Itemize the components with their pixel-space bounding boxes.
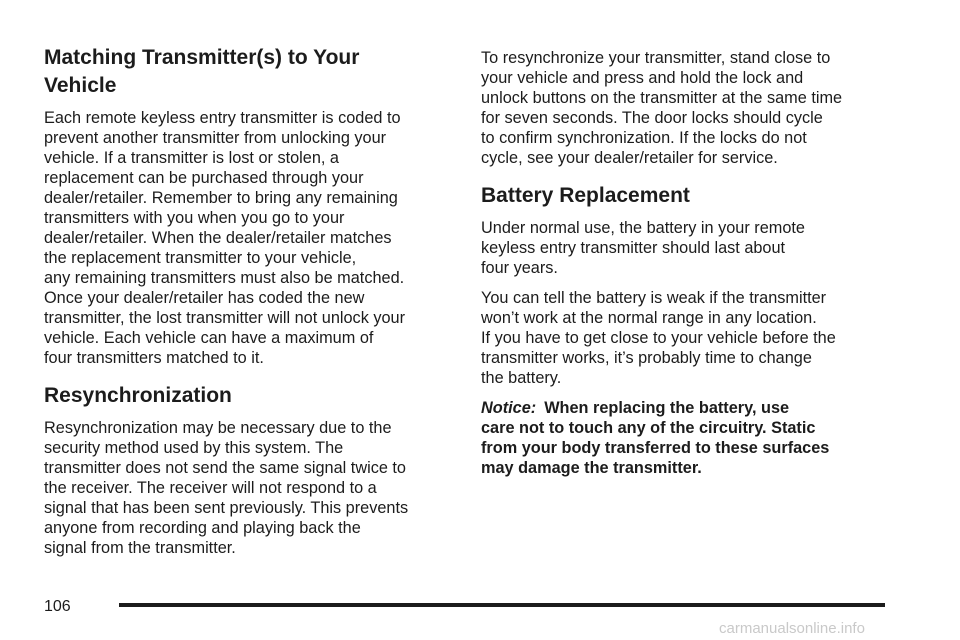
text-line: If you have to get close to your vehicle before the bbox=[481, 329, 836, 347]
text-line: Resynchronization may be necessary due to the bbox=[44, 419, 392, 437]
text-line: four transmitters matched to it. bbox=[44, 349, 264, 367]
text-line: signal from the transmitter. bbox=[44, 539, 236, 557]
notice-paragraph bbox=[481, 398, 901, 478]
weak-battery-paragraph bbox=[481, 288, 901, 388]
text-line: Under normal use, the battery in your remote bbox=[481, 219, 805, 237]
text-line: won’t work at the normal range in any location. bbox=[481, 309, 817, 327]
notice-first-line bbox=[481, 398, 901, 418]
text-line: signal that has been sent previously. This prevents bbox=[44, 499, 409, 517]
text-line: transmitters with you when you go to your bbox=[44, 209, 345, 227]
battery-life-paragraph bbox=[481, 218, 901, 278]
text-line: Each remote keyless entry transmitter is coded to bbox=[44, 109, 401, 127]
right-column bbox=[481, 48, 901, 488]
section-heading-resynchronization: Resynchronization bbox=[44, 384, 232, 407]
text-line: four years. bbox=[481, 259, 558, 277]
text-line: any remaining transmitters must also be matched. bbox=[44, 269, 405, 287]
text-line: unlock buttons on the transmitter at the same time bbox=[481, 89, 843, 107]
footer-divider bbox=[119, 603, 885, 607]
notice-text: care not to touch any of the circuitry. Static bbox=[481, 419, 816, 437]
text-line: security method used by this system. The bbox=[44, 439, 344, 457]
notice-text: from your body transferred to these surfaces bbox=[481, 439, 830, 457]
text-line: the receiver. The receiver will not respond to a bbox=[44, 479, 377, 497]
page-number: 106 bbox=[44, 598, 71, 615]
left-column bbox=[44, 44, 460, 568]
text-line: transmitter, the lost transmitter will not unlock your bbox=[44, 309, 406, 327]
section-heading-battery-replacement: Battery Replacement bbox=[481, 184, 690, 207]
text-line: dealer/retailer. Remember to bring any remaining bbox=[44, 189, 398, 207]
text-line: You can tell the battery is weak if the transmitter bbox=[481, 289, 827, 307]
heading-line: Vehicle bbox=[44, 74, 117, 97]
text-line: dealer/retailer. When the dealer/retailer matches bbox=[44, 229, 392, 247]
resynchronize-instructions-paragraph bbox=[481, 48, 901, 168]
text-line: cycle, see your dealer/retailer for service. bbox=[481, 149, 778, 167]
text-line: vehicle. Each vehicle can have a maximum of bbox=[44, 329, 374, 347]
resynchronization-paragraph bbox=[44, 418, 460, 558]
notice-text: may damage the transmitter. bbox=[481, 459, 702, 477]
text-line: to confirm synchronization. If the locks do not bbox=[481, 129, 807, 147]
text-line: for seven seconds. The door locks should cycle bbox=[481, 109, 823, 127]
watermark: carmanualsonline.info bbox=[719, 620, 865, 637]
notice-text: When replacing the battery, use bbox=[544, 399, 790, 417]
text-line: anyone from recording and playing back the bbox=[44, 519, 361, 537]
text-line: replacement can be purchased through your bbox=[44, 169, 364, 187]
text-line: To resynchronize your transmitter, stand close to bbox=[481, 49, 831, 67]
text-line: your vehicle and press and hold the lock and bbox=[481, 69, 804, 87]
text-line: the battery. bbox=[481, 369, 562, 387]
text-line: transmitter works, it’s probably time to change bbox=[481, 349, 812, 367]
text-line: the replacement transmitter to your vehicle, bbox=[44, 249, 357, 267]
text-line: transmitter does not send the same signal twice to bbox=[44, 459, 406, 477]
text-line: keyless entry transmitter should last about bbox=[481, 239, 786, 257]
notice-label: Notice: bbox=[481, 399, 537, 417]
text-line: Once your dealer/retailer has coded the new bbox=[44, 289, 365, 307]
text-line: prevent another transmitter from unlocking your bbox=[44, 129, 387, 147]
matching-transmitters-paragraph bbox=[44, 108, 460, 368]
heading-line: Matching Transmitter(s) to Your bbox=[44, 46, 360, 69]
text-line: vehicle. If a transmitter is lost or stolen, a bbox=[44, 149, 339, 167]
section-heading-matching-transmitters bbox=[44, 44, 460, 100]
